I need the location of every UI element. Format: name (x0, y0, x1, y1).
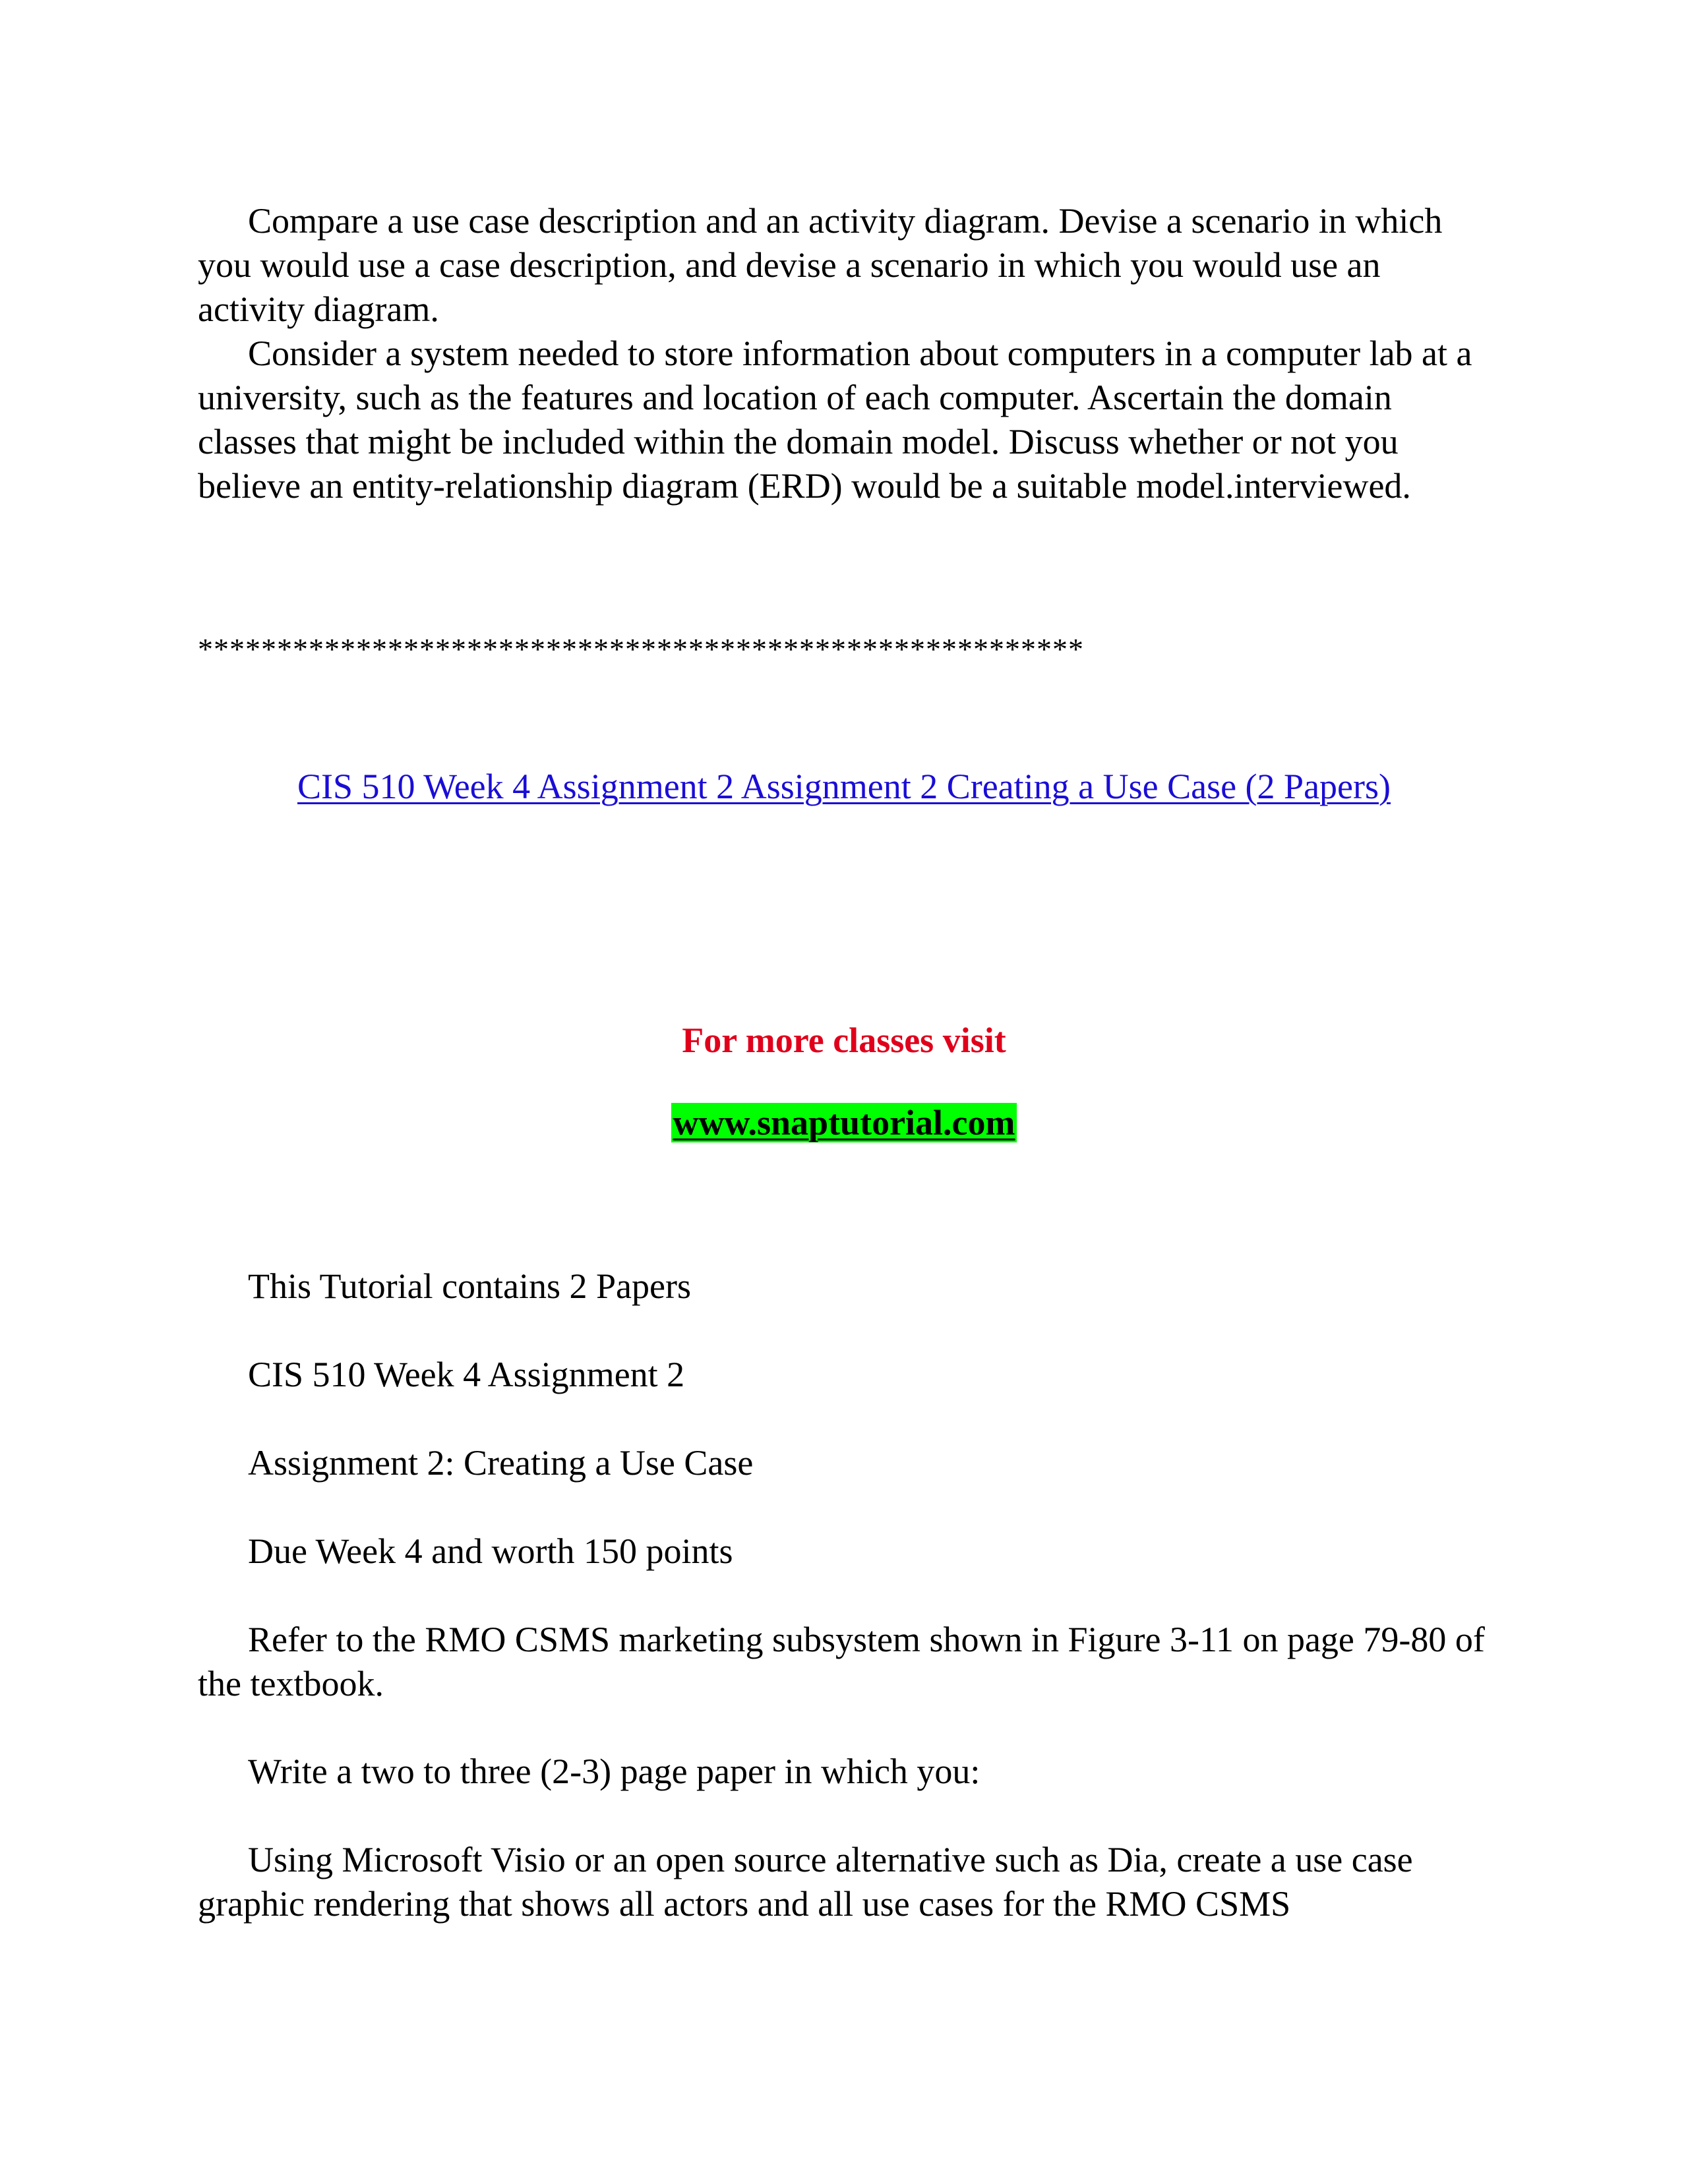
body-paragraph-assignment-title: CIS 510 Week 4 Assignment 2 (248, 1355, 685, 1394)
body-paragraph-tutorial: This Tutorial contains 2 Papers (248, 1266, 691, 1306)
intro-paragraph-compare: Compare a use case description and an activity diagram. Devise a scenario in which you would use a case description, and devise a scenario in which you would use an activity diagram. (198, 201, 1443, 329)
body-paragraph-due: Due Week 4 and worth 150 points (248, 1531, 733, 1571)
separator-line: ******************************************************** (198, 632, 1084, 666)
course-link-container (0, 765, 1688, 809)
more-classes-text: For more classes visit (682, 1020, 1006, 1060)
course-link[interactable]: CIS 510 Week 4 Assignment 2 Assignment 2 Creating a Use Case (2 Papers) (297, 767, 1391, 806)
body-paragraph-using: Using Microsoft Visio or an open source alternative such as Dia, create a use case graphic rendering that shows all actors and all use cases for the RMO CSMS (198, 1840, 1413, 1924)
body-paragraph-refer: Refer to the RMO CSMS marketing subsystem shown in Figure 3-11 on page 79-80 of the textbook. (198, 1620, 1485, 1703)
body-paragraph-write: Write a two to three (2-3) page paper in which you: (248, 1752, 980, 1791)
body-paragraph-assignment-name: Assignment 2: Creating a Use Case (248, 1443, 754, 1483)
site-link[interactable]: www.snaptutorial.com (673, 1103, 1015, 1142)
intro-paragraph-consider: Consider a system needed to store information about computers in a computer lab at a university, such as the features and location of each computer. Ascertain the domain classes that might be included within the domain model. Discuss whether or not you believe an entity-relationship diagram (ERD) would be a suitable model.interviewed. (198, 334, 1472, 506)
site-link-container (0, 1101, 1688, 1145)
